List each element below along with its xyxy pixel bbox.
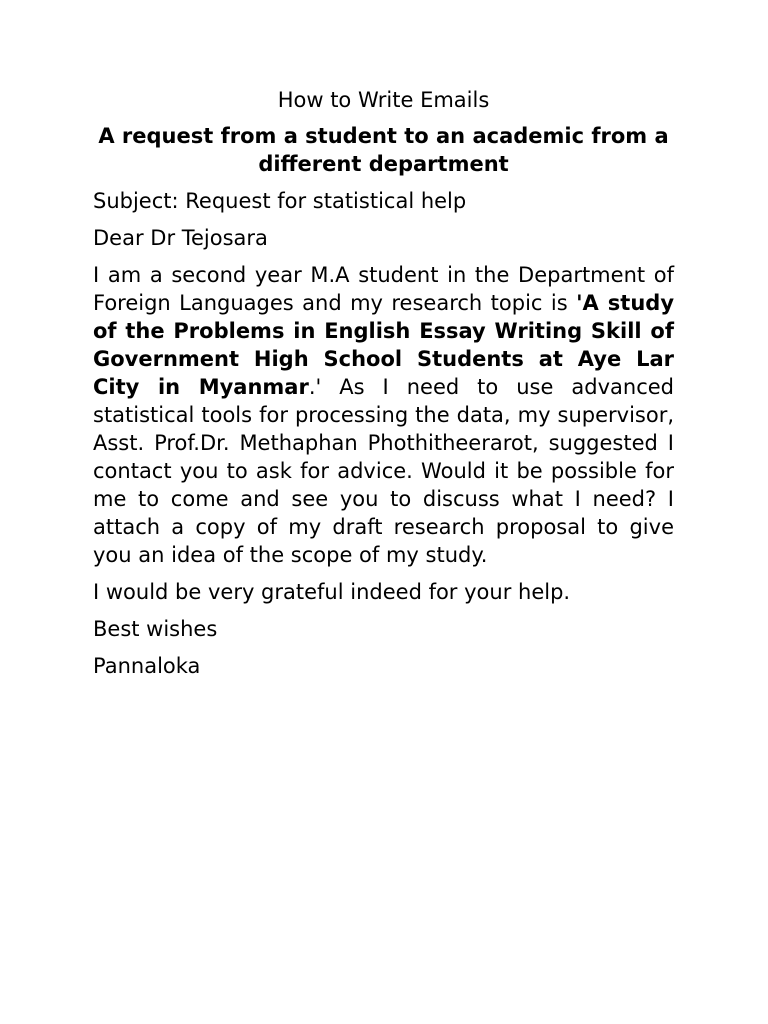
email-body-topic: 'A study of the Problems in English Essay Writing Skill of Government High School Students at Aye Lar City in Myanmar <box>93 291 675 399</box>
email-body-rest: .' As I need to use advanced statistical tools for processing the data, my supervisor, Asst. Prof.Dr. Methaphan Phothitheerarot, suggested I contact you to ask for advice. Would it be possible for me to come and see you to discuss what I need? I attach a copy of my draft research proposal to give you an idea of the scope of my study. <box>93 375 674 567</box>
email-body-intro: I am a second year M.A student in the Department of Foreign Languages and my research topic is <box>93 263 674 315</box>
email-subject: Subject: Request for statistical help <box>93 189 467 213</box>
email-body <box>93 261 674 569</box>
email-signature: Pannaloka <box>93 654 201 678</box>
document-heading: A request from a student to an academic from a different department <box>98 124 669 176</box>
email-closing: Best wishes <box>93 617 218 641</box>
document-title: How to Write Emails <box>277 88 490 112</box>
email-salutation: Dear Dr Tejosara <box>93 226 268 250</box>
email-thanks: I would be very grateful indeed for your help. <box>93 580 571 604</box>
document-page <box>93 84 674 680</box>
